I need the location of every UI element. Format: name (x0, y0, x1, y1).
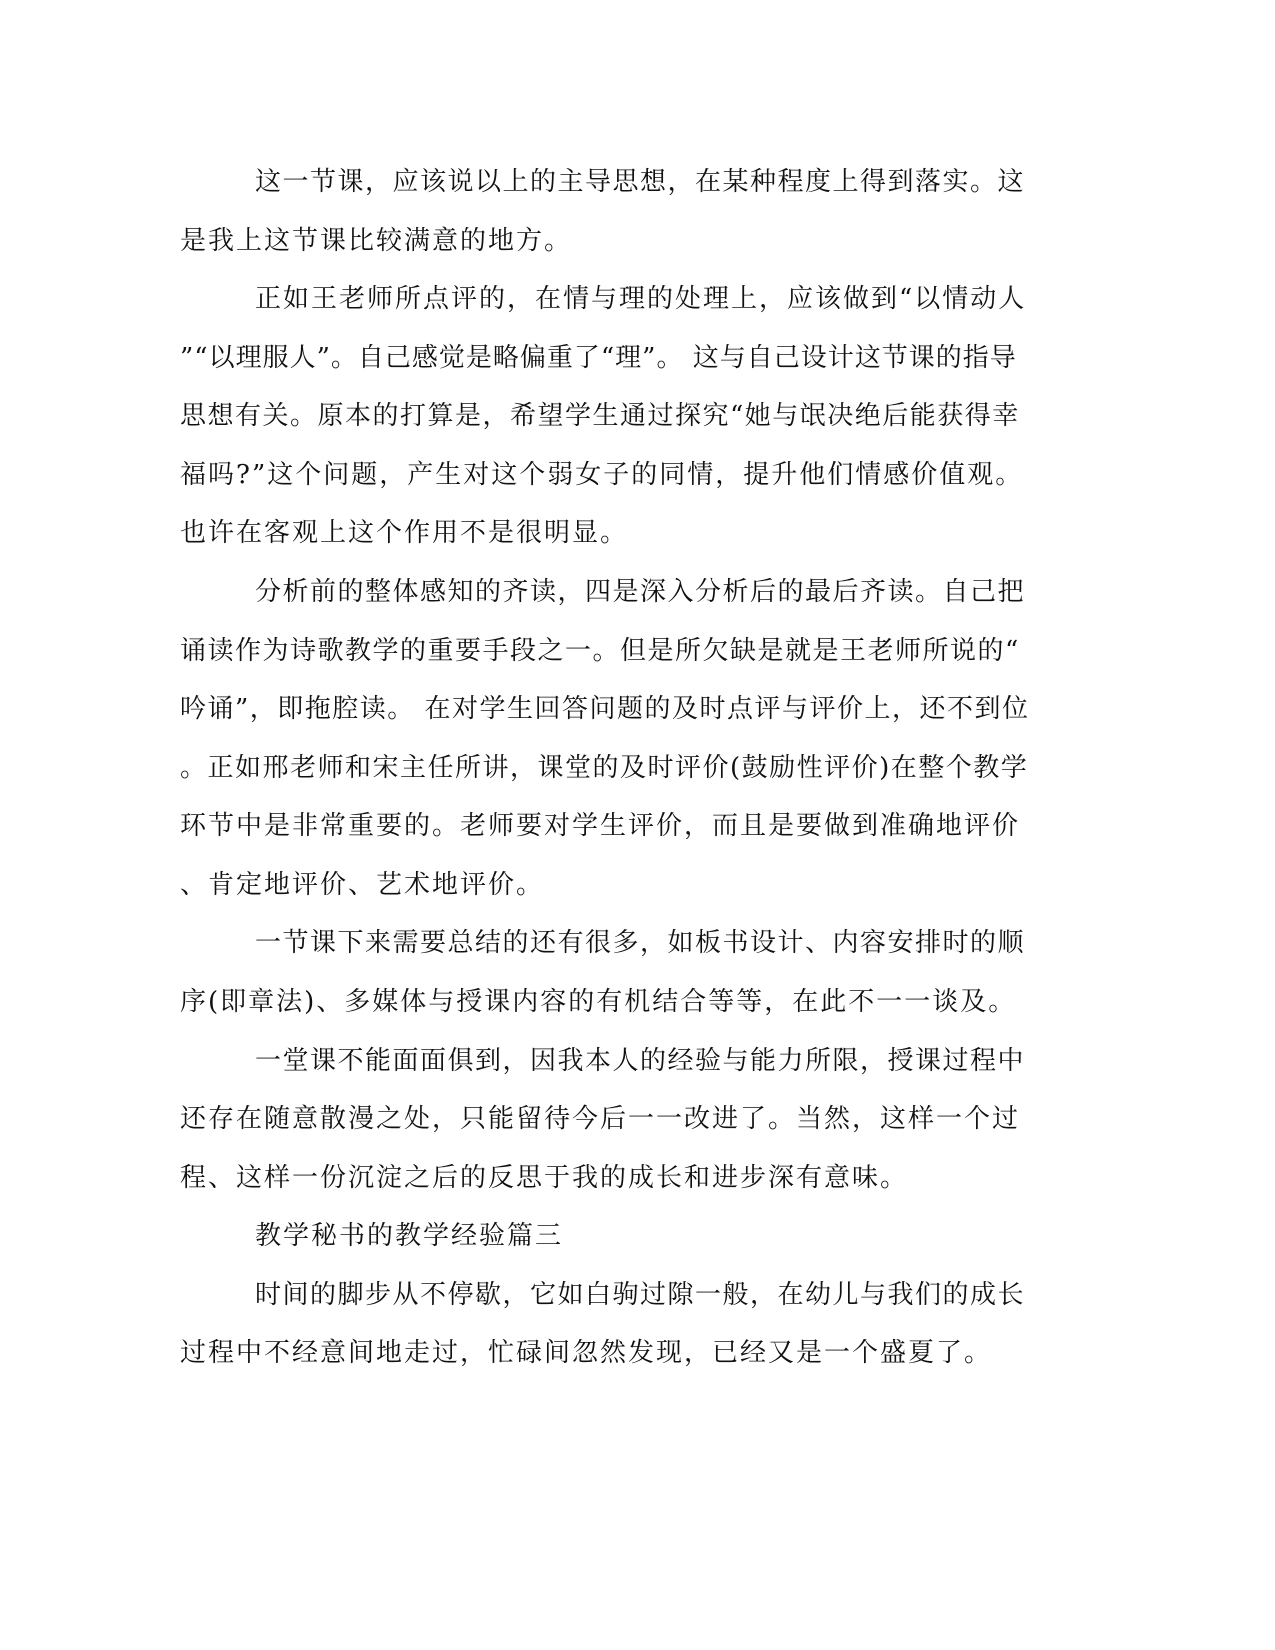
text-line: 思想有关。原本的打算是，希望学生通过探究“她与氓决绝后能获得幸 (180, 401, 1020, 431)
text-line: 是我上这节课比较满意的地方。 (180, 226, 573, 256)
text-line: 吟诵”，即拖腔读。 在对学生回答问题的及时点评与评价上，还不到位 (180, 694, 1030, 724)
text-line: 福吗?”这个问题，产生对这个弱女子的同情，提升他们情感价值观。 (180, 460, 1024, 490)
text-line: 环节中是非常重要的。老师要对学生评价，而且是要做到准确地评价 (180, 811, 1021, 841)
text-line: 也许在客观上这个作用不是很明显。 (180, 518, 629, 548)
text-line: 正如王老师所点评的，在情与理的处理上，应该做到“以情动人 (255, 284, 1027, 314)
text-line: 分析前的整体感知的齐读，四是深入分析后的最后齐读。自己把 (255, 577, 1026, 607)
text-line: 程、这样一份沉淀之后的反思于我的成长和进步深有意味。 (180, 1163, 909, 1193)
section-heading: 教学秘书的教学经验篇三 (255, 1221, 564, 1251)
text-line: 一堂课不能面面俱到，因我本人的经验与能力所限，授课过程中 (255, 1046, 1026, 1076)
text-line: 、肯定地评价、艺术地评价。 (180, 870, 545, 900)
text-line: 时间的脚步从不停歇，它如白驹过隙一般，在幼儿与我们的成长 (255, 1280, 1026, 1310)
text-line: 诵读作为诗歌教学的重要手段之一。但是所欠缺是就是王老师所说的“ (180, 636, 1020, 666)
text-line: 还存在随意散漫之处，只能留待今后一一改进了。当然，这样一个过 (180, 1104, 1021, 1134)
text-line: 序(即章法)、多媒体与授课内容的有机结合等等，在此不一一谈及。 (180, 987, 1017, 1017)
text-line: 这一节课，应该说以上的主导思想，在某种程度上得到落实。这 (255, 167, 1026, 197)
text-line: 一节课下来需要总结的还有很多，如板书设计、内容安排时的顺 (255, 928, 1026, 958)
text-line: 过程中不经意间地走过，忙碌间忽然发现，已经又是一个盛夏了。 (180, 1338, 993, 1368)
text-line: 。正如邢老师和宋主任所讲，课堂的及时评价(鼓励性评价)在整个教学 (180, 753, 1029, 783)
text-line: ”“以理服人”。自己感觉是略偏重了“理”。 这与自己设计这节课的指导 (180, 343, 1017, 373)
